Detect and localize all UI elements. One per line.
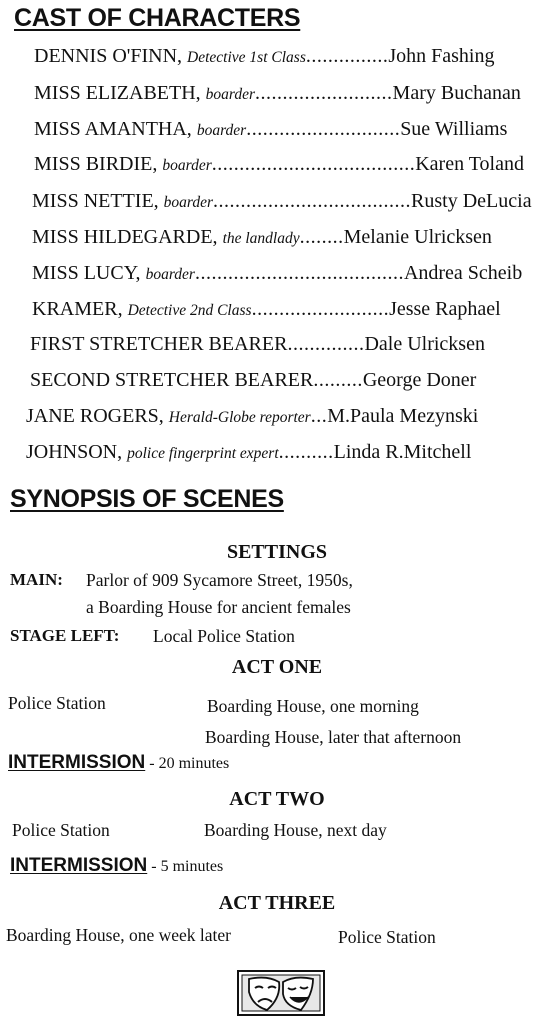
leader-dots: .................................... xyxy=(213,190,412,212)
actor-name: John Fashing xyxy=(388,45,495,67)
character-role: Herald-Globe reporter xyxy=(168,409,311,426)
character-name: MISS ELIZABETH, xyxy=(34,82,201,104)
actor-name: George Doner xyxy=(362,369,477,391)
character-role: boarder xyxy=(162,157,212,174)
leader-dots: ..................................... xyxy=(211,153,416,175)
main-setting-line1: Parlor of 909 Sycamore Street, 1950s, xyxy=(86,570,353,590)
intermission-1 xyxy=(8,752,229,774)
character-name: MISS AMANTHA, xyxy=(34,118,192,140)
intermission-2-label: INTERMISSION xyxy=(10,855,148,876)
character-name: SECOND STRETCHER BEARER xyxy=(30,369,314,391)
actor-name: Melanie Ulricksen xyxy=(343,226,492,248)
cast-row xyxy=(32,262,522,285)
cast-row xyxy=(32,190,532,213)
actor-name: Jesse Raphael xyxy=(389,298,501,320)
leader-dots: ... xyxy=(310,405,328,427)
leader-dots: ......................... xyxy=(251,298,390,320)
cast-row xyxy=(30,369,476,392)
leader-dots: .............. xyxy=(287,333,365,355)
intermission-1-label: INTERMISSION xyxy=(8,752,146,773)
character-role: boarder xyxy=(205,86,256,103)
intermission-2-minutes: - 5 minutes xyxy=(151,858,224,875)
stage-left-setting: Local Police Station xyxy=(153,626,295,646)
leader-dots: .......... xyxy=(278,441,334,463)
leader-dots: ............................ xyxy=(246,118,401,140)
cast-row xyxy=(30,333,485,356)
cast-row xyxy=(32,298,501,321)
character-name: MISS HILDEGARDE, xyxy=(32,226,218,248)
character-name: JOHNSON, xyxy=(26,441,123,463)
character-name: DENNIS O'FINN, xyxy=(34,45,183,67)
main-setting-line2: a Boarding House for ancient females xyxy=(86,597,351,617)
act-three-title: ACT THREE xyxy=(218,892,336,914)
character-role: boarder xyxy=(145,266,195,283)
character-role: Detective 1st Class xyxy=(187,49,306,66)
synopsis-heading: SYNOPSIS OF SCENES xyxy=(10,485,284,513)
leader-dots: ......... xyxy=(313,369,363,391)
character-name: MISS NETTIE, xyxy=(32,190,159,212)
act-three-scene-right: Police Station xyxy=(338,927,436,947)
leader-dots: ......................... xyxy=(255,82,393,104)
character-role: Detective 2nd Class xyxy=(127,302,252,319)
act-two-scene-right: Boarding House, next day xyxy=(204,820,387,840)
actor-name: M.Paula Mezynski xyxy=(327,405,479,427)
character-name: JANE ROGERS, xyxy=(26,405,164,427)
character-role: police fingerprint expert xyxy=(127,445,279,462)
act-three-scene-left: Boarding House, one week later xyxy=(6,925,231,945)
actor-name: Sue Williams xyxy=(400,118,508,140)
cast-heading: CAST OF CHARACTERS xyxy=(14,4,301,32)
character-name: FIRST STRETCHER BEARER xyxy=(30,333,288,355)
character-name: KRAMER, xyxy=(32,298,123,320)
character-role: boarder xyxy=(163,194,214,211)
act-one-scene-1: Boarding House, one morning xyxy=(207,696,419,716)
cast-row xyxy=(34,118,507,141)
intermission-1-minutes: - 20 minutes xyxy=(149,755,230,772)
character-role: boarder xyxy=(196,122,247,139)
cast-row xyxy=(34,153,524,176)
stage-left-label: STAGE LEFT: xyxy=(10,626,120,645)
intermission-2 xyxy=(10,855,223,877)
cast-row xyxy=(34,82,521,105)
cast-row xyxy=(34,45,494,68)
act-one-title: ACT ONE xyxy=(231,656,323,678)
actor-name: Rusty DeLucia xyxy=(411,190,532,212)
leader-dots: ...................................... xyxy=(194,262,404,284)
actor-name: Karen Toland xyxy=(415,153,524,175)
cast-row xyxy=(32,226,492,249)
character-name: MISS LUCY, xyxy=(32,262,141,284)
character-name: MISS BIRDIE, xyxy=(34,153,158,175)
act-one-scene-left: Police Station xyxy=(8,693,106,713)
cast-row xyxy=(26,441,471,464)
leader-dots: ........ xyxy=(299,226,344,248)
actor-name: Linda R.Mitchell xyxy=(333,441,472,463)
character-role: the landlady xyxy=(222,230,300,247)
actor-name: Dale Ulricksen xyxy=(364,333,485,355)
act-two-scene-left: Police Station xyxy=(12,820,110,840)
settings-title: SETTINGS xyxy=(226,541,328,563)
act-one-scene-2: Boarding House, later that afternoon xyxy=(205,727,462,747)
actor-name: Mary Buchanan xyxy=(392,82,521,104)
leader-dots: ............... xyxy=(305,45,389,67)
main-label: MAIN: xyxy=(10,570,63,589)
theatre-masks-icon xyxy=(237,970,325,1016)
act-two-title: ACT TWO xyxy=(229,788,325,810)
cast-row xyxy=(26,405,478,428)
actor-name: Andrea Scheib xyxy=(403,262,523,284)
